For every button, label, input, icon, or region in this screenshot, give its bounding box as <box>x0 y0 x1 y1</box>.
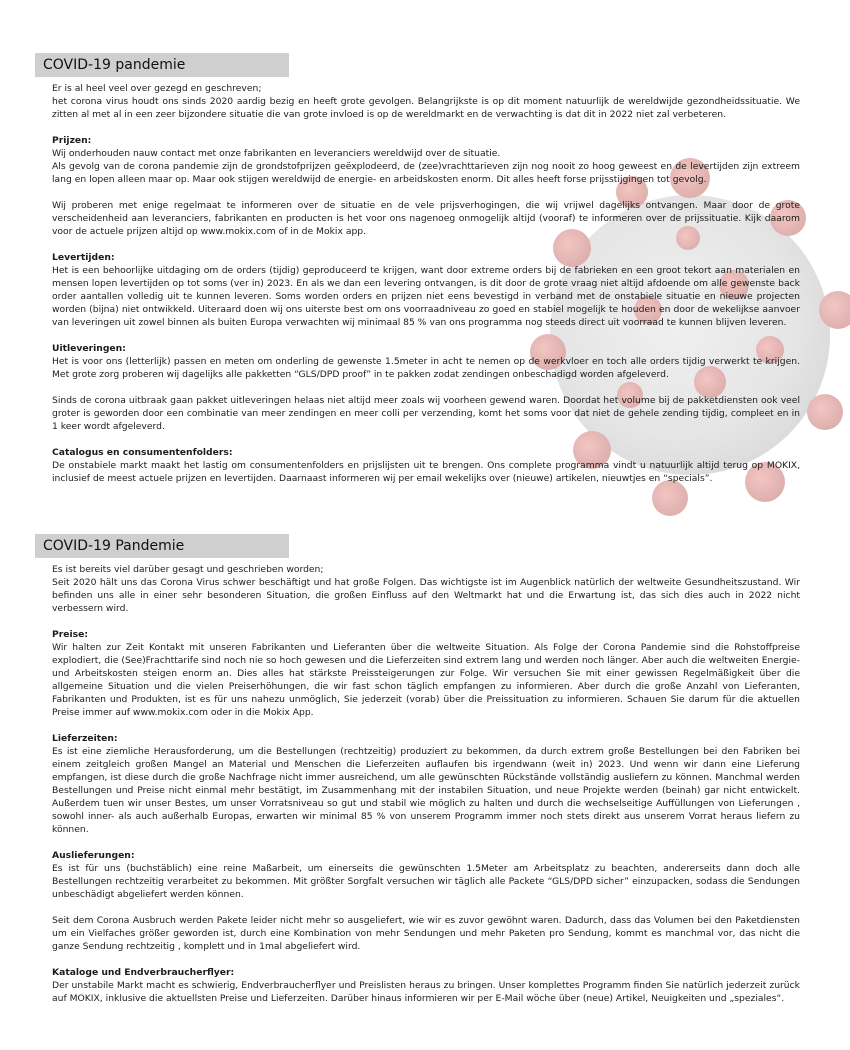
catalog-heading: Catalogus en consumentenfolders: <box>52 447 233 458</box>
section-nl <box>0 53 850 498</box>
intro-line: Es ist bereits viel darüber gesagt und geschrieben worden; <box>52 564 324 575</box>
intro-nl <box>52 82 800 121</box>
shipping-2-nl: Sinds de corona uitbraak gaan pakket uitleveringen helaas niet altijd meer zoals wij voorheen gewend waren. Doordat het volume bij de pakketdiensten ook veel groter is geworden door een combinatie van meer zendingen en meer colli per verzending, komt het soms voor dat niet de gehele zending tijdig, compleet en in 1 keer wordt afgeleverd. <box>52 395 800 432</box>
intro-line: het corona virus houdt ons sinds 2020 aardig bezig en heeft grote gevolgen. Belangrijkste is op dit moment natuurlijk de wereldwijde gezondheidssituatie. We zitten al met al in een zeer bijzondere situatie die van grote invloed is op de wereldmarkt en de verwachting is dat dit in 2022 niet zal verbeteren. <box>52 96 800 120</box>
catalog-text: De onstabiele markt maakt het lastig om consumentenfolders en prijslijsten uit te brengen. Ons complete programma vindt u natuurlijk altijd terug op MOKIX, inclusief de meest actuele prijzen en levertijden. Daarnaast informeren wij per email wekelijks over (nieuwe) artikelen, nieuwtjes en “specials”. <box>52 460 800 484</box>
shipping-text: Es ist für uns (buchstäblich) eine reine Maßarbeit, um einerseits die gewünschten 1.5Meter am Arbeitsplatz zu beachten, andererseits dann doch alle Bestellungen rechtzeitig verarbeitet zu bekommen. Mit größter Sorgfalt versuchen wir täglich alle Packete “GLS/DPD sicher” einzupacken, sodass die Sendungen unbeschädigt abgeliefert werden können. <box>52 863 800 900</box>
shipping-heading: Uitleveringen: <box>52 343 126 354</box>
section-title-de: COVID-19 Pandemie <box>35 534 289 558</box>
delivery-text: Het is een behoorlijke uitdaging om de orders (tijdig) geproduceerd te krijgen, want door extreme orders bij de fabrieken en een groot tekort aan materialen en mensen lopen levertijden op tot soms (ver in) 2023. En als we dan een levering ontvangen, is dit door de grote vraag niet altijd afdoende om alle gewenste back order aantallen volledig uit te kunnen leveren. Soms worden orders en prijzen niet eens bevestigd in verband met de onstabiele situatie en nieuwe projecten worden (bijna) niet ontwikkeld. Uiteraard doen wij ons uiterste best om ons voorraadniveau zo goed en stabiel mogelijk te houden en door de wekelijkse aanvoer van leveringen uit zowel binnen als buiten Europa verwachten wij minimaal 85 % van ons programma nog steeds direct uit voorraad te kunnen blijven leveren. <box>52 265 800 328</box>
shipping-nl <box>52 342 800 381</box>
intro-line: Seit 2020 hält uns das Corona Virus schwer beschäftigt und hat große Folgen. Das wichtigste ist im Augenblick natürlich der weltweite Gesundheitszustand. Wir befinden uns alle in einer sehr besonderen Situation, die großen Einfluss auf den Weltmarkt hat und die Erwartung ist, das sich dies auch in 2022 nicht verbessern wird. <box>52 577 800 614</box>
prices-heading: Preise: <box>52 629 89 640</box>
delivery-heading: Lieferzeiten: <box>52 733 118 744</box>
catalog-de <box>52 966 800 1005</box>
prices-line: Wij onderhouden nauw contact met onze fabrikanten en leveranciers wereldwijd over de situatie. <box>52 148 501 159</box>
catalog-text: Der unstabile Markt macht es schwierig, Endverbraucherflyer und Preislisten heraus zu bringen. Unser komplettes Programm finden Sie natürlich jederzeit zurück auf MOKIX, inklusive die aktuellsten Preise und Lieferzeiten. Darüber hinaus informieren wir per E-Mail wöche über (neue) Artikel, Neuigkeiten und „speziales“. <box>52 980 800 1004</box>
prices-heading: Prijzen: <box>52 135 92 146</box>
prices-line: Als gevolg van de corona pandemie zijn de grondstofprijzen geëxplodeerd, de (zee)vrachttarieven zijn nog nooit zo hoog geweest en de levertijden zijn extreem lang en lopen alleen maar op. Maar ook stijgen wereldwijd de energie- en arbeidskosten enorm. Dit alles heeft forse prijsstijgingen tot gevolg. <box>52 161 800 185</box>
shipping-2-de: Seit dem Corona Ausbruch werden Pakete leider nicht mehr so ausgeliefert, wie wir es zuvor gewöhnt waren. Dadurch, dass das Volumen bei den Paketdiensten um ein Vielfaches größer geworden ist, durch eine Kombination von mehr Sendungen und mehr Paketen pro Sendung, kommt es manchmal vor, das nicht die ganze Sendung rechtzeitig , komplett und in 1mal abgeliefert wird. <box>52 915 800 952</box>
shipping-de <box>52 849 800 901</box>
section-body-nl <box>52 82 800 485</box>
prices-2-nl: Wij proberen met enige regelmaat te informeren over de situatie en de vele prijsverhogingen, die wij vrijwel dagelijks ontvangen. Maar door de grote verscheidenheid aan leveranciers, fabrikanten en producten is het voor ons nagenoeg onmogelijk altijd (vooraf) te informeren over de prijssituatie. Kijk daarom voor de actuele prijzen altijd op www.mokix.com of in de Mokix app. <box>52 200 800 237</box>
delivery-nl <box>52 251 800 329</box>
prices-nl <box>52 134 800 186</box>
prices-text: Wir halten zur Zeit Kontakt mit unseren Fabrikanten und Lieferanten über die weltweite Situation. Als Folge der Corona Pandemie sind die Rohstoffpreise explodiert, die (See)Frachttarife sind noch nie so hoch gewesen und die Lieferzeiten sind extrem lang und werden noch länger. Aber auch die weltweiten Energie- und Arbeitskosten steigen enorm an. Dies alles hat stärkste Preissteigerungen zur Folge. Wir versuchen Sie mit einer gewissen Regelmäßigkeit über die allgemeine Situation und die vielen Preiserhöhungen, die wir fast schon täglich empfangen zu informieren. Aber durch die große Anzahl von Lieferanten, Fabrikanten und Produkten, ist es für uns nahezu unmöglich, Sie jederzeit (vorab) über die Preissituation zu informieren. Schauen Sie darum für die aktuellen Preise immer auf www.mokix.com oder in die Mokix App. <box>52 642 800 718</box>
intro-line: Er is al heel veel over gezegd en geschreven; <box>52 83 262 94</box>
section-body-de <box>52 563 800 1005</box>
shipping-text: Het is voor ons (letterlijk) passen en meten om onderling de gewenste 1.5meter in acht te nemen op de werkvloer en toch alle orders tijdig verwerkt te krijgen. Met grote zorg proberen wij dagelijks alle pakketten “GLS/DPD proof” in te pakken zodat zendingen onbeschadigd worden afgeleverd. <box>52 356 800 380</box>
delivery-heading: Levertijden: <box>52 252 115 263</box>
delivery-de <box>52 732 800 836</box>
shipping-heading: Auslieferungen: <box>52 850 135 861</box>
catalog-nl <box>52 446 800 485</box>
intro-de <box>52 563 800 615</box>
delivery-text: Es ist eine ziemliche Herausforderung, um die Bestellungen (rechtzeitig) produziert zu bekommen, da durch extrem große Bestellungen bei den Fabriken bei einem zeitgleich großen Mangel an Material und Menschen die Lieferzeiten auflaufen bis irgendwann (weit in) 2023. Und wenn wir dann eine Lieferung empfangen, ist diese durch die große Nachfrage nicht immer ausreichend, um alle gewünschten Rückstände vollständig ausliefern zu können. Manchmal werden Bestellungen und Preise nicht einmal mehr bestätigt, im Zusammenhang mit der instabilen Situation, und neue Projekte werden (beinah) gar nicht entwickelt. Außerdem tuen wir unser Bestes, um unser Vorratsniveau so gut und stabil wie möglich zu halten und durch die wechselseitige Auffüllungen von Lieferungen , sowohl inner- als auch außerhalb Europas, erwarten wir minimal 85 % von unserem Programm immer noch stets direkt aus unserem Vorrat heraus liefern zu können. <box>52 746 800 835</box>
catalog-heading: Kataloge und Endverbraucherflyer: <box>52 967 235 978</box>
section-de <box>0 534 850 1018</box>
section-title-nl: COVID-19 pandemie <box>35 53 289 77</box>
prices-de <box>52 628 800 719</box>
